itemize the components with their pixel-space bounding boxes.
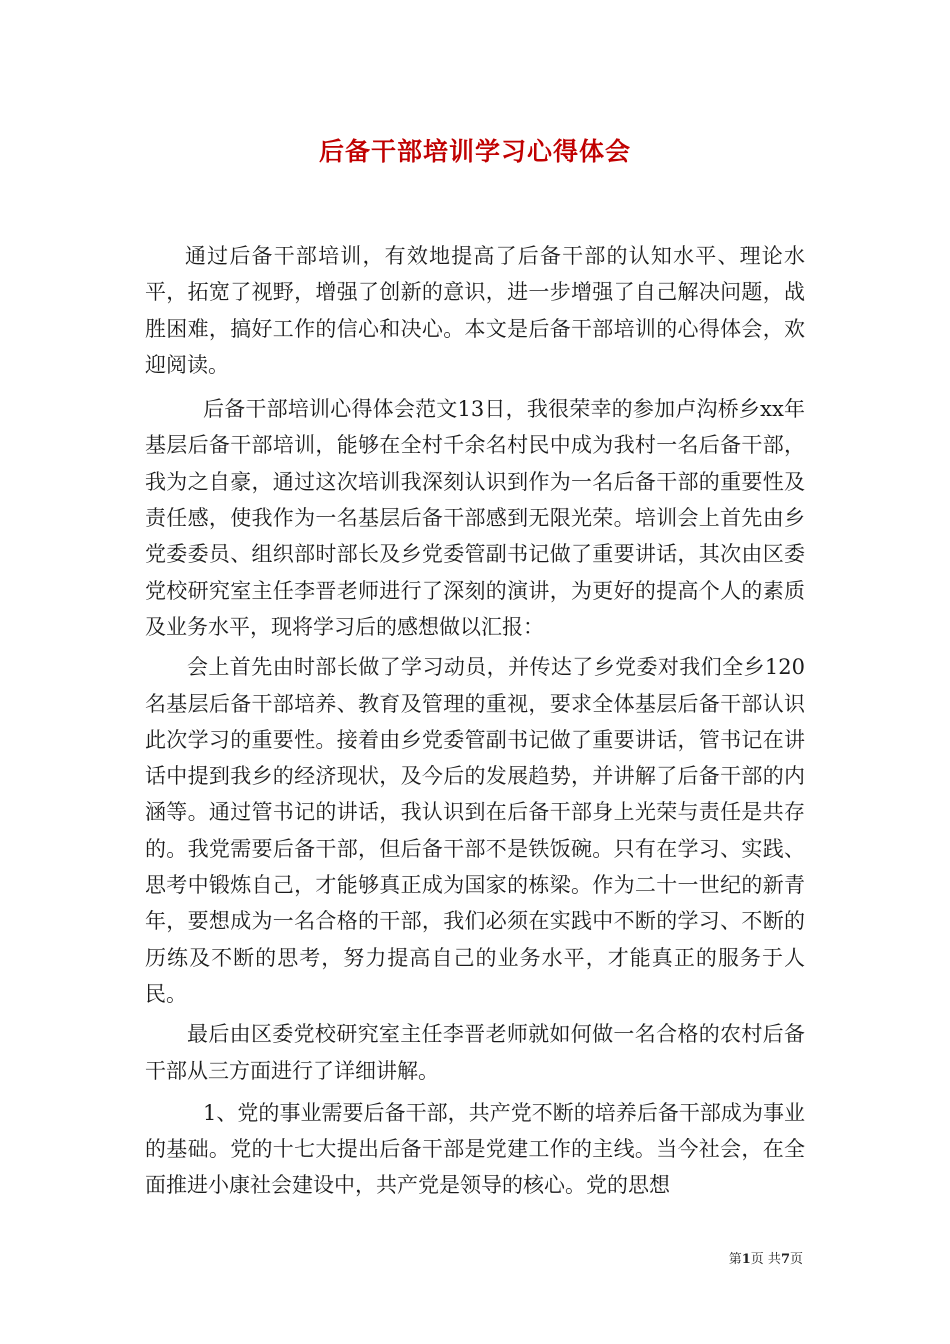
paragraph-sample-essay: 后备干部培训心得体会范文13日，我很荣幸的参加卢沟桥乡xx年基层后备干部培训，能够在全村千余名村民中成为我村一名后备干部，我为之自豪，通过这次培训我深刻认识到作为一名后备干部的重要性及责任感，使我作为一名基层后备干部感到无限光荣。培训会上首先由乡党委委员、组织部时部长及乡党委管副书记做了重要讲话，其次由区委党校研究室主任李晋老师进行了深刻的演讲，为更好的提高个人的素质及业务水平，现将学习后的感想做以汇报： — [145, 397, 805, 639]
paragraph-meeting: 会上首先由时部长做了学习动员，并传达了乡党委对我们全乡120名基层后备干部培养、教育及管理的重视，要求全体基层后备干部认识此次学习的重要性。接着由乡党委管副书记做了重要讲话，管书记在讲话中提到我乡的经济现状，及今后的发展趋势，并讲解了后备干部的内涵等。通过管书记的讲话，我认识到在后备干部身上光荣与责任是共存的。我党需要后备干部，但后备干部不是铁饭碗。只有在学习、实践、思考中锻炼自己，才能够真正成为国家的栋梁。作为二十一世纪的新青年，要想成为一名合格的干部，我们必须在实践中不断的学习、不断的历练及不断的思考，努力提高自己的业务水平，才能真正的服务于人民。 — [145, 655, 805, 1006]
footer-middle: 页 共 — [750, 1252, 781, 1267]
footer-prefix: 第 — [728, 1252, 742, 1267]
page-number-footer — [729, 1248, 803, 1267]
paragraph-lecture: 最后由区委党校研究室主任李晋老师就如何做一名合格的农村后备干部从三方面进行了详细讲解。 — [145, 1022, 805, 1083]
footer-total-pages: 7 — [780, 1252, 790, 1267]
footer-current-page: 1 — [741, 1252, 751, 1267]
document-title: 后备干部培训学习心得体会 — [318, 137, 631, 166]
paragraph-intro: 通过后备干部培训，有效地提高了后备干部的认知水平、理论水平，拓宽了视野，增强了创新的意识，进一步增强了自己解决问题，战胜困难，搞好工作的信心和决心。本文是后备干部培训的心得体会，欢迎阅读。 — [145, 244, 805, 377]
document-body — [145, 238, 805, 1204]
footer-suffix: 页 — [789, 1252, 803, 1267]
paragraph-point-one: 1、党的事业需要后备干部，共产党不断的培养后备干部成为事业的基础。党的十七大提出后备干部是党建工作的主线。当今社会，在全面推进小康社会建设中，共产党是领导的核心。党的思想 — [145, 1100, 805, 1198]
